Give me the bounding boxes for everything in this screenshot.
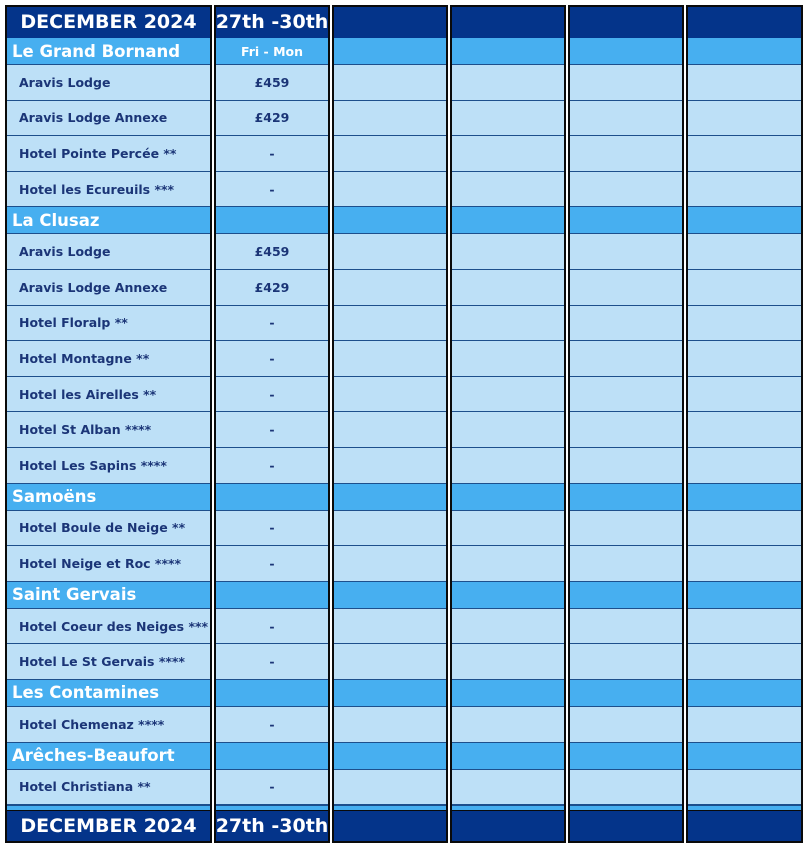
hotel-price: - [216,707,328,743]
empty-price-cell [688,65,801,101]
resort-hotel-column [5,5,212,843]
empty-price-cell [334,412,446,448]
empty-section-cell [570,484,682,511]
empty-section-cell [452,484,564,511]
hotel-price: £459 [216,65,328,101]
hotel-name: Aravis Lodge [7,234,210,270]
hotel-name: Hotel Le St Gervais **** [7,644,210,680]
empty-price-cell [688,644,801,680]
hotel-name: Hotel Neige et Roc **** [7,546,210,582]
empty-section-cell [334,207,446,234]
empty-price-cell [452,234,564,270]
empty-price-cell [334,609,446,645]
hotel-name: Hotel Les Sapins **** [7,448,210,484]
empty-price-cell [334,172,446,208]
empty-footer-cell [570,810,682,841]
empty-section-cell [452,743,564,770]
empty-price-cell [452,644,564,680]
resort-section-header: Samoëns [7,484,210,511]
empty-price-cell [570,101,682,137]
empty-price-cell [452,270,564,306]
empty-price-cell [452,448,564,484]
empty-price-cell [334,448,446,484]
empty-section-cell [334,484,446,511]
empty-price-cell [570,644,682,680]
hotel-price: - [216,546,328,582]
empty-price-cell [688,341,801,377]
hotel-name: Hotel les Airelles ** [7,377,210,413]
empty-price-cell [688,172,801,208]
empty-price-cell [688,377,801,413]
hotel-price: £459 [216,234,328,270]
empty-price-cell [688,101,801,137]
empty-price-cell [688,770,801,806]
resort-section-header: Arêches-Beaufort [7,743,210,770]
empty-price-cell [452,306,564,342]
hotel-price: £429 [216,101,328,137]
empty-price-cell [688,609,801,645]
empty-header-cell [452,7,564,38]
empty-price-cell [570,609,682,645]
month-footer: DECEMBER 2024 [7,810,210,841]
days-label [216,207,328,234]
hotel-name: Hotel St Alban **** [7,412,210,448]
empty-section-cell [570,38,682,65]
empty-header-cell [334,7,446,38]
empty-price-cell [452,136,564,172]
empty-section-cell [688,484,801,511]
hotel-name: Hotel Christiana ** [7,770,210,806]
hotel-name: Aravis Lodge [7,65,210,101]
empty-section-cell [452,38,564,65]
empty-section-cell [334,38,446,65]
hotel-name: Hotel les Ecureuils *** [7,172,210,208]
empty-price-cell [452,412,564,448]
empty-price-cell [334,101,446,137]
hotel-price: - [216,770,328,806]
hotel-price: - [216,609,328,645]
resort-section-header: Le Grand Bornand [7,38,210,65]
empty-footer-cell [334,810,446,841]
empty-section-cell [570,680,682,707]
days-label: Fri - Mon [216,38,328,65]
hotel-price: - [216,377,328,413]
days-label [216,743,328,770]
empty-date-column [450,5,566,843]
empty-price-cell [452,770,564,806]
empty-footer-cell [452,810,564,841]
empty-section-cell [688,680,801,707]
hotel-name: Hotel Floralp ** [7,306,210,342]
empty-section-cell [570,743,682,770]
hotel-name: Hotel Boule de Neige ** [7,511,210,547]
empty-price-cell [334,546,446,582]
empty-price-cell [452,707,564,743]
empty-section-cell [452,680,564,707]
empty-section-cell [452,582,564,609]
empty-price-cell [570,341,682,377]
days-label [216,484,328,511]
empty-price-cell [570,770,682,806]
empty-header-cell [688,7,801,38]
empty-price-cell [570,377,682,413]
empty-price-cell [334,270,446,306]
empty-footer-cell [688,810,801,841]
empty-price-cell [688,412,801,448]
empty-price-cell [452,546,564,582]
month-header: DECEMBER 2024 [7,7,210,38]
empty-price-cell [688,448,801,484]
hotel-name: Hotel Montagne ** [7,341,210,377]
hotel-name: Hotel Pointe Percée ** [7,136,210,172]
empty-date-column [332,5,448,843]
hotel-price: - [216,448,328,484]
empty-price-cell [570,65,682,101]
empty-price-cell [334,306,446,342]
empty-price-cell [452,101,564,137]
empty-price-cell [688,546,801,582]
hotel-price: - [216,511,328,547]
hotel-price: - [216,172,328,208]
empty-price-cell [570,511,682,547]
empty-section-cell [334,680,446,707]
empty-section-cell [688,743,801,770]
empty-price-cell [570,707,682,743]
dates-price-column [214,5,330,843]
dates-footer: 27th -30th [216,810,328,841]
empty-price-cell [452,172,564,208]
empty-price-cell [334,770,446,806]
hotel-name: Hotel Coeur des Neiges *** [7,609,210,645]
empty-price-cell [452,609,564,645]
empty-price-cell [334,511,446,547]
empty-price-cell [688,707,801,743]
empty-price-cell [570,412,682,448]
hotel-name: Aravis Lodge Annexe [7,270,210,306]
empty-price-cell [570,546,682,582]
empty-section-cell [334,582,446,609]
empty-section-cell [688,207,801,234]
hotel-price: - [216,136,328,172]
days-label [216,582,328,609]
empty-price-cell [570,448,682,484]
hotel-price: - [216,412,328,448]
hotel-name: Aravis Lodge Annexe [7,101,210,137]
empty-price-cell [688,511,801,547]
hotel-name: Hotel Chemenaz **** [7,707,210,743]
hotel-price: - [216,306,328,342]
empty-section-cell [570,582,682,609]
empty-price-cell [688,306,801,342]
empty-price-cell [688,234,801,270]
empty-price-cell [334,65,446,101]
empty-price-cell [334,707,446,743]
empty-date-column [568,5,684,843]
empty-price-cell [334,136,446,172]
empty-section-cell [688,582,801,609]
empty-section-cell [570,207,682,234]
hotel-price: - [216,341,328,377]
hotel-price: - [216,644,328,680]
empty-section-cell [334,743,446,770]
hotel-price: £429 [216,270,328,306]
resort-section-header: Saint Gervais [7,582,210,609]
resort-section-header: Les Contamines [7,680,210,707]
empty-price-cell [452,511,564,547]
empty-price-cell [334,341,446,377]
empty-price-cell [688,270,801,306]
empty-price-cell [688,136,801,172]
resort-section-header: La Clusaz [7,207,210,234]
empty-section-cell [688,38,801,65]
empty-price-cell [334,644,446,680]
dates-header: 27th -30th [216,7,328,38]
days-label [216,680,328,707]
empty-price-cell [570,234,682,270]
empty-price-cell [570,172,682,208]
empty-price-cell [570,136,682,172]
empty-price-cell [452,65,564,101]
empty-date-column [686,5,803,843]
empty-price-cell [452,341,564,377]
empty-section-cell [452,207,564,234]
empty-price-cell [570,270,682,306]
empty-price-cell [334,377,446,413]
empty-price-cell [452,377,564,413]
empty-price-cell [334,234,446,270]
empty-price-cell [570,306,682,342]
empty-header-cell [570,7,682,38]
